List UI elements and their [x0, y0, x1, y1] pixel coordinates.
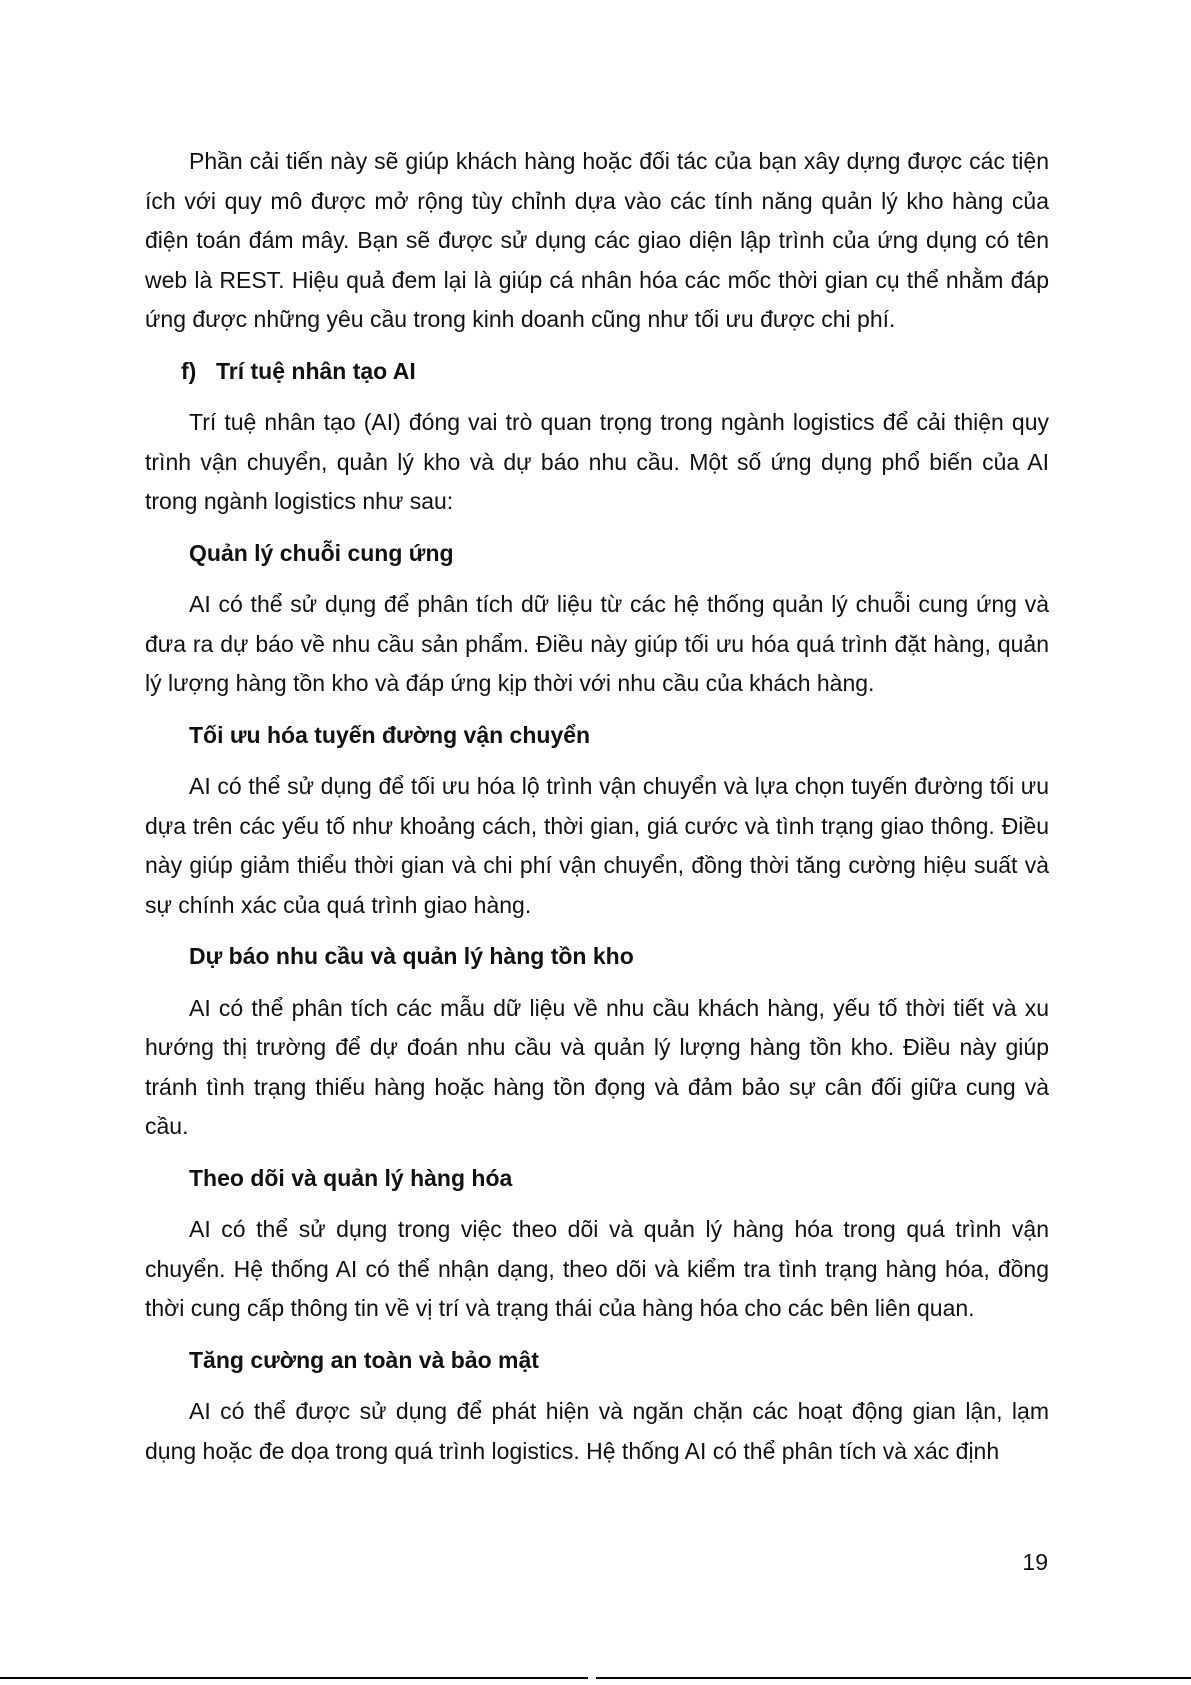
subsection-heading-supply-chain: Quản lý chuỗi cung ứng — [189, 539, 454, 566]
subsection-heading-route-optimization: Tối ưu hóa tuyến đường vận chuyển — [189, 721, 591, 748]
subsection-body-goods-tracking: AI có thể sử dụng trong việc theo dõi và quản lý hàng hóa trong quá trình vận chuyển. Hệ thống AI có thể nhận dạng, theo dõi và kiểm tra tình trạng hàng hóa, đồng thời cung cấp thông tin về vị trí và trạng thái của hàng hóa cho các bên liên quan. — [145, 1216, 1049, 1321]
section-heading-ai — [145, 352, 1049, 392]
intro-paragraph: Phần cải tiến này sẽ giúp khách hàng hoặc đối tác của bạn xây dựng được các tiện ích với quy mô được mở rộng tùy chỉnh dựa vào các tính năng quản lý kho hàng của điện toán đám mây. Bạn sẽ được sử dụng các giao diện lập trình của ứng dụng có tên web là REST. Hiệu quả đem lại là giúp cá nhân hóa các mốc thời gian cụ thể nhằm đáp ứng được những yêu cầu trong kinh doanh cũng như tối ưu được chi phí. — [145, 148, 1049, 332]
subsection-body-security: AI có thể được sử dụng để phát hiện và ngăn chặn các hoạt động gian lận, lạm dụng hoặc đe dọa trong quá trình logistics. Hệ thống AI có thể phân tích và xác định — [145, 1398, 1049, 1464]
page-number: 19 — [1022, 1549, 1048, 1575]
subsection-heading-security: Tăng cường an toàn và bảo mật — [189, 1346, 539, 1373]
subsection-heading-goods-tracking: Theo dõi và quản lý hàng hóa — [189, 1164, 513, 1191]
section-marker: f) — [181, 357, 197, 384]
page-bottom-divider-gap — [588, 1675, 596, 1681]
subsection-body-route-optimization: AI có thể sử dụng để tối ưu hóa lộ trình vận chuyển và lựa chọn tuyến đường tối ưu dựa trên các yếu tố như khoảng cách, thời gian, giá cước và tình trạng giao thông. Điều này giúp giảm thiểu thời gian và chi phí vận chuyển, đồng thời tăng cường hiệu suất và sự chính xác của quá trình giao hàng. — [145, 773, 1049, 918]
ai-overview-paragraph: Trí tuệ nhân tạo (AI) đóng vai trò quan trọng trong ngành logistics để cải thiện quy trình vận chuyển, quản lý kho và dự báo nhu cầu. Một số ứng dụng phổ biến của AI trong ngành logistics như sau: — [145, 409, 1049, 514]
section-title: Trí tuệ nhân tạo AI — [216, 357, 416, 384]
document-page — [145, 142, 1049, 1483]
subsection-heading-demand-forecast: Dự báo nhu cầu và quản lý hàng tồn kho — [189, 943, 634, 969]
subsection-body-demand-forecast: AI có thể phân tích các mẫu dữ liệu về nhu cầu khách hàng, yếu tố thời tiết và xu hướng thị trường để dự đoán nhu cầu và quản lý lượng hàng tồn kho. Điều này giúp tránh tình trạng thiếu hàng hoặc hàng tồn đọng và đảm bảo sự cân đối giữa cung và cầu. — [145, 994, 1049, 1139]
subsection-body-supply-chain: AI có thể sử dụng để phân tích dữ liệu từ các hệ thống quản lý chuỗi cung ứng và đưa ra dự báo về nhu cầu sản phẩm. Điều này giúp tối ưu hóa quá trình đặt hàng, quản lý lượng hàng tồn kho và đáp ứng kịp thời với nhu cầu của khách hàng. — [145, 591, 1049, 696]
